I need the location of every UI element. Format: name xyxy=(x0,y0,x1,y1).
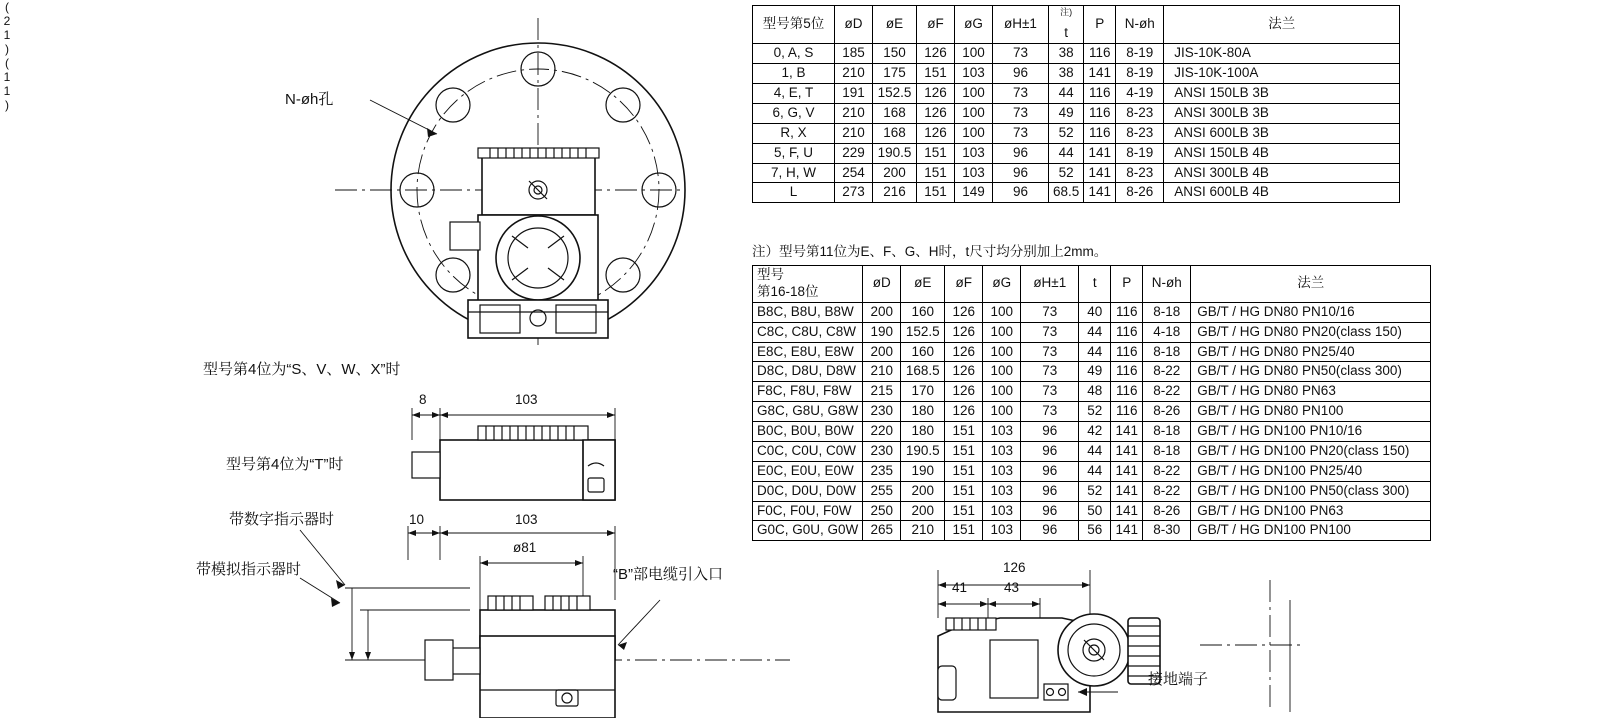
cell-oE: 160 xyxy=(901,302,945,322)
cell-oG: 100 xyxy=(983,302,1021,322)
cell-oH: 96 xyxy=(1021,501,1079,521)
cell-oE: 190.5 xyxy=(873,143,917,163)
cell-oD: 191 xyxy=(835,84,873,104)
cell-model: 1, B xyxy=(753,64,835,84)
cell-flange: GB/T / HG DN80 PN100 xyxy=(1191,402,1431,422)
dim-43: 43 xyxy=(1004,580,1020,595)
cell-P: 141 xyxy=(1111,521,1143,541)
cell-oE: 168 xyxy=(873,123,917,143)
cell-flange: ANSI 150LB 3B xyxy=(1164,84,1400,104)
cell-flange: GB/T / HG DN80 PN50(class 300) xyxy=(1191,362,1431,382)
cell-t: 50 xyxy=(1079,501,1111,521)
cell-model: D8C, D8U, D8W xyxy=(753,362,863,382)
cell-oD: 200 xyxy=(863,342,901,362)
dim-103-bottom: 103 xyxy=(515,512,538,527)
cell-oD: 210 xyxy=(835,64,873,84)
cell-oH: 73 xyxy=(1021,402,1079,422)
cell-oG: 100 xyxy=(983,322,1021,342)
col-N-oh: N-øh xyxy=(1143,266,1191,303)
note-marker: 注) xyxy=(1060,7,1073,17)
cell-oE: 160 xyxy=(901,342,945,362)
dim-11: (11) xyxy=(0,56,14,112)
cell-oG: 100 xyxy=(955,84,993,104)
col-oF: øF xyxy=(917,6,955,44)
cell-N: 8-22 xyxy=(1143,362,1191,382)
cell-oG: 103 xyxy=(983,441,1021,461)
cell-flange: GB/T / HG DN80 PN20(class 150) xyxy=(1191,322,1431,342)
cell-oD: 200 xyxy=(863,302,901,322)
col-oE: øE xyxy=(901,266,945,303)
col-oH: øH±1 xyxy=(993,6,1049,44)
col-flange: 法兰 xyxy=(1164,6,1400,44)
cell-P: 141 xyxy=(1111,441,1143,461)
cell-flange: GB/T / HG DN80 PN25/40 xyxy=(1191,342,1431,362)
dim-41: 41 xyxy=(952,580,968,595)
cell-flange: GB/T / HG DN100 PN10/16 xyxy=(1191,422,1431,442)
cell-P: 141 xyxy=(1111,422,1143,442)
cell-N: 8-18 xyxy=(1143,422,1191,442)
cell-t: 38 xyxy=(1049,64,1084,84)
col-model-pos5: 型号第5位 xyxy=(753,6,835,44)
cell-t: 38 xyxy=(1049,44,1084,64)
cell-model: D0C, D0U, D0W xyxy=(753,481,863,501)
cell-P: 141 xyxy=(1084,183,1116,203)
cell-oF: 151 xyxy=(945,521,983,541)
cell-t: 42 xyxy=(1079,422,1111,442)
cell-oD: 230 xyxy=(863,402,901,422)
cell-flange: GB/T / HG DN100 PN100 xyxy=(1191,521,1431,541)
cell-t: 52 xyxy=(1049,123,1084,143)
cell-oF: 126 xyxy=(917,84,955,104)
cell-oH: 73 xyxy=(1021,302,1079,322)
cell-oD: 273 xyxy=(835,183,873,203)
cell-P: 141 xyxy=(1111,501,1143,521)
cell-N: 8-22 xyxy=(1143,461,1191,481)
cell-oE: 150 xyxy=(873,44,917,64)
cell-flange: ANSI 300LB 3B xyxy=(1164,103,1400,123)
cell-N: 8-22 xyxy=(1143,382,1191,402)
cell-oF: 151 xyxy=(945,441,983,461)
cell-oH: 73 xyxy=(993,123,1049,143)
cell-oH: 96 xyxy=(1021,481,1079,501)
cell-N: 8-26 xyxy=(1116,183,1164,203)
cell-oG: 103 xyxy=(983,501,1021,521)
cell-oH: 96 xyxy=(1021,461,1079,481)
cell-oF: 151 xyxy=(917,143,955,163)
col-oG: øG xyxy=(983,266,1021,303)
cell-oE: 152.5 xyxy=(901,322,945,342)
cell-model: F0C, F0U, F0W xyxy=(753,501,863,521)
cell-P: 116 xyxy=(1111,402,1143,422)
cell-N: 8-23 xyxy=(1116,163,1164,183)
cell-oH: 73 xyxy=(1021,342,1079,362)
dim-126: 126 xyxy=(1003,560,1026,575)
cell-N: 8-30 xyxy=(1143,521,1191,541)
cell-N: 8-22 xyxy=(1143,481,1191,501)
label-cable-entry: “B”部电缆引入口 xyxy=(613,566,723,583)
cell-t: 48 xyxy=(1079,382,1111,402)
col-t: t xyxy=(1079,266,1111,303)
cell-flange: ANSI 600LB 3B xyxy=(1164,123,1400,143)
dim-8: 8 xyxy=(419,392,427,407)
cell-oE: 190.5 xyxy=(901,441,945,461)
cell-flange: ANSI 300LB 4B xyxy=(1164,163,1400,183)
cell-oD: 220 xyxy=(863,422,901,442)
cell-model: E0C, E0U, E0W xyxy=(753,461,863,481)
cell-oE: 175 xyxy=(873,64,917,84)
cell-oD: 265 xyxy=(863,521,901,541)
cell-oG: 103 xyxy=(955,143,993,163)
col-oH: øH±1 xyxy=(1021,266,1079,303)
cell-oF: 126 xyxy=(945,382,983,402)
cell-oF: 126 xyxy=(945,402,983,422)
col-oG: øG xyxy=(955,6,993,44)
cell-oD: 250 xyxy=(863,501,901,521)
cell-N: 8-26 xyxy=(1143,402,1191,422)
label-model-pos4-t: 型号第4位为“T”时 xyxy=(226,456,344,473)
cell-model: 0, A, S xyxy=(753,44,835,64)
cell-t: 49 xyxy=(1049,103,1084,123)
cell-N: 8-19 xyxy=(1116,64,1164,84)
cell-t: 56 xyxy=(1079,521,1111,541)
cell-N: 8-23 xyxy=(1116,103,1164,123)
cell-flange: JIS-10K-80A xyxy=(1164,44,1400,64)
cell-oH: 96 xyxy=(1021,521,1079,541)
dim-10: 10 xyxy=(409,512,425,527)
cell-oE: 180 xyxy=(901,402,945,422)
cell-t: 44 xyxy=(1049,143,1084,163)
cell-oG: 100 xyxy=(983,402,1021,422)
cell-oD: 229 xyxy=(835,143,873,163)
cell-flange: GB/T / HG DN80 PN63 xyxy=(1191,382,1431,402)
side-view-svwx xyxy=(412,408,615,500)
col-P: P xyxy=(1111,266,1143,303)
cell-oH: 96 xyxy=(993,183,1049,203)
cell-N: 8-18 xyxy=(1143,441,1191,461)
cell-oG: 149 xyxy=(955,183,993,203)
cell-oF: 151 xyxy=(945,461,983,481)
cell-N: 4-19 xyxy=(1116,84,1164,104)
cell-t: 44 xyxy=(1079,342,1111,362)
cell-flange: ANSI 600LB 4B xyxy=(1164,183,1400,203)
cell-oD: 190 xyxy=(863,322,901,342)
cell-P: 141 xyxy=(1111,461,1143,481)
cell-P: 116 xyxy=(1111,342,1143,362)
cell-oH: 96 xyxy=(993,143,1049,163)
cell-t: 40 xyxy=(1079,302,1111,322)
label-analog-indicator: 带模拟指示器时 xyxy=(196,561,302,578)
cell-oF: 151 xyxy=(917,163,955,183)
col-P: P xyxy=(1084,6,1116,44)
cell-N: 4-18 xyxy=(1143,322,1191,342)
cell-oE: 170 xyxy=(901,382,945,402)
cell-N: 8-23 xyxy=(1116,123,1164,143)
cell-oH: 73 xyxy=(1021,382,1079,402)
cell-P: 141 xyxy=(1084,143,1116,163)
cell-oD: 210 xyxy=(835,103,873,123)
cell-oF: 151 xyxy=(917,64,955,84)
cell-oG: 103 xyxy=(983,422,1021,442)
cell-oD: 235 xyxy=(863,461,901,481)
cell-oF: 151 xyxy=(945,481,983,501)
cell-flange: GB/T / HG DN100 PN50(class 300) xyxy=(1191,481,1431,501)
terminal-side-view xyxy=(938,570,1300,712)
cell-oD: 210 xyxy=(835,123,873,143)
cell-flange: GB/T / HG DN100 PN25/40 xyxy=(1191,461,1431,481)
cell-P: 141 xyxy=(1084,64,1116,84)
cell-P: 116 xyxy=(1084,103,1116,123)
cell-model: 6, G, V xyxy=(753,103,835,123)
cell-oH: 73 xyxy=(1021,362,1079,382)
cell-model: C0C, C0U, C0W xyxy=(753,441,863,461)
cell-P: 116 xyxy=(1111,302,1143,322)
cell-flange: GB/T / HG DN80 PN10/16 xyxy=(1191,302,1431,322)
cell-oE: 200 xyxy=(901,481,945,501)
cell-flange: JIS-10K-100A xyxy=(1164,64,1400,84)
cell-t: 49 xyxy=(1079,362,1111,382)
cell-t: 44 xyxy=(1079,441,1111,461)
cell-model: G8C, G8U, G8W xyxy=(753,402,863,422)
cell-P: 116 xyxy=(1084,123,1116,143)
cell-P: 116 xyxy=(1111,362,1143,382)
cell-t: 52 xyxy=(1079,402,1111,422)
cell-oF: 126 xyxy=(945,362,983,382)
cell-oF: 126 xyxy=(917,44,955,64)
col-oF: øF xyxy=(945,266,983,303)
cell-oG: 103 xyxy=(983,521,1021,541)
cell-oG: 100 xyxy=(983,342,1021,362)
cell-oG: 103 xyxy=(983,461,1021,481)
col-model-pos16-18: 型号 第16-18位 xyxy=(753,266,863,303)
cell-oE: 180 xyxy=(901,422,945,442)
cell-model: 7, H, W xyxy=(753,163,835,183)
cell-oH: 96 xyxy=(993,64,1049,84)
cell-oD: 185 xyxy=(835,44,873,64)
cell-oE: 168 xyxy=(873,103,917,123)
cell-oH: 73 xyxy=(993,84,1049,104)
cell-N: 8-26 xyxy=(1143,501,1191,521)
cell-oE: 210 xyxy=(901,521,945,541)
cell-oG: 100 xyxy=(955,44,993,64)
cell-oF: 126 xyxy=(945,322,983,342)
cell-oH: 96 xyxy=(1021,422,1079,442)
flange-front-view xyxy=(335,18,685,345)
cell-t: 68.5 xyxy=(1049,183,1084,203)
col-N-oh: N-øh xyxy=(1116,6,1164,44)
col-oD: øD xyxy=(835,6,873,44)
cell-flange: ANSI 150LB 4B xyxy=(1164,143,1400,163)
cell-N: 8-18 xyxy=(1143,302,1191,322)
cell-oD: 254 xyxy=(835,163,873,183)
cell-oE: 200 xyxy=(873,163,917,183)
cell-oH: 96 xyxy=(1021,441,1079,461)
cell-oG: 100 xyxy=(983,362,1021,382)
cell-model: L xyxy=(753,183,835,203)
cell-model: 5, F, U xyxy=(753,143,835,163)
col-oD: øD xyxy=(863,266,901,303)
cell-oF: 126 xyxy=(917,103,955,123)
cell-t: 44 xyxy=(1079,322,1111,342)
cell-P: 116 xyxy=(1084,44,1116,64)
cell-P: 116 xyxy=(1084,84,1116,104)
cell-oD: 255 xyxy=(863,481,901,501)
dim-103-top: 103 xyxy=(515,392,538,407)
dim-diameter-81: ø81 xyxy=(513,540,537,555)
col-oE: øE xyxy=(873,6,917,44)
label-digital-indicator: 带数字指示器时 xyxy=(229,511,335,528)
cell-oF: 126 xyxy=(917,123,955,143)
cell-model: G0C, G0U, G0W xyxy=(753,521,863,541)
cell-model: B8C, B8U, B8W xyxy=(753,302,863,322)
cell-oE: 200 xyxy=(901,501,945,521)
cell-oG: 103 xyxy=(955,64,993,84)
cell-flange: GB/T / HG DN100 PN63 xyxy=(1191,501,1431,521)
label-model-pos4-svwx: 型号第4位为“S、V、W、X”时 xyxy=(203,361,401,378)
cell-model: F8C, F8U, F8W xyxy=(753,382,863,402)
cell-t: 52 xyxy=(1079,481,1111,501)
table1-footnote: 注）型号第11位为E、F、G、H时，t尺寸均分别加上2mm。 xyxy=(752,244,1108,259)
cell-oG: 100 xyxy=(955,103,993,123)
cell-oH: 73 xyxy=(993,103,1049,123)
cell-P: 141 xyxy=(1084,163,1116,183)
cell-oG: 103 xyxy=(983,481,1021,501)
col-flange: 法兰 xyxy=(1191,266,1431,303)
cell-oG: 100 xyxy=(983,382,1021,402)
cell-oH: 73 xyxy=(1021,322,1079,342)
dim-21: (21) xyxy=(0,0,14,56)
cell-oF: 151 xyxy=(945,422,983,442)
cell-oF: 151 xyxy=(945,501,983,521)
cell-oG: 103 xyxy=(955,163,993,183)
col-t: $^{注)}$ t xyxy=(1049,6,1084,44)
cell-N: 8-18 xyxy=(1143,342,1191,362)
cell-P: 141 xyxy=(1111,481,1143,501)
cell-oD: 230 xyxy=(863,441,901,461)
cell-oH: 73 xyxy=(993,44,1049,64)
cell-oH: 96 xyxy=(993,163,1049,183)
cell-model: B0C, B0U, B0W xyxy=(753,422,863,442)
cell-t: 52 xyxy=(1049,163,1084,183)
label-n-hole: N-øh孔 xyxy=(285,91,334,108)
cell-oE: 152.5 xyxy=(873,84,917,104)
cell-t: 44 xyxy=(1079,461,1111,481)
cell-oF: 126 xyxy=(945,302,983,322)
cell-model: E8C, E8U, E8W xyxy=(753,342,863,362)
cell-oD: 215 xyxy=(863,382,901,402)
cell-N: 8-19 xyxy=(1116,44,1164,64)
cell-oF: 151 xyxy=(917,183,955,203)
cell-P: 116 xyxy=(1111,382,1143,402)
cell-model: C8C, C8U, C8W xyxy=(753,322,863,342)
cell-oE: 168.5 xyxy=(901,362,945,382)
cell-oE: 190 xyxy=(901,461,945,481)
cell-P: 116 xyxy=(1111,322,1143,342)
cell-oF: 126 xyxy=(945,342,983,362)
cell-oG: 100 xyxy=(955,123,993,143)
label-ground-terminal: 接地端子 xyxy=(1148,671,1209,688)
cell-flange: GB/T / HG DN100 PN20(class 150) xyxy=(1191,441,1431,461)
cell-model: R, X xyxy=(753,123,835,143)
cell-oD: 210 xyxy=(863,362,901,382)
cell-oE: 216 xyxy=(873,183,917,203)
cell-N: 8-19 xyxy=(1116,143,1164,163)
cell-model: 4, E, T xyxy=(753,84,835,104)
cell-t: 44 xyxy=(1049,84,1084,104)
side-view-t xyxy=(300,526,790,718)
